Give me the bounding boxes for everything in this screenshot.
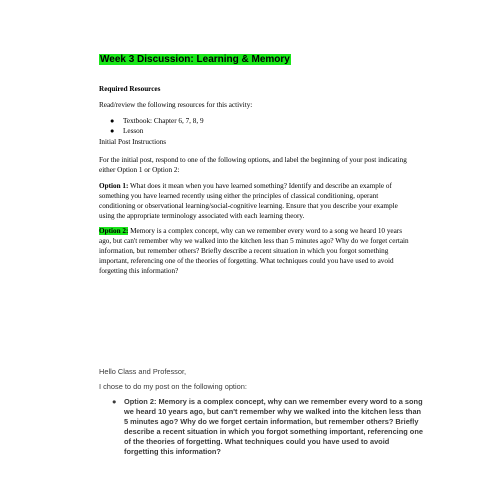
bullet-icon: ● [110,117,115,125]
list-item [99,126,204,136]
option-1-paragraph [99,181,415,221]
option-1-text: What does it mean when you have learned something? Identify and describe an example of something you have learned recently using either the principles of classical conditioning, operant conditioning or observational learning/social-cognitive learning. Ensure that you describe your example using the appropriate terminology associated with each learning theory. [99,182,398,220]
bullet-icon: ● [110,127,115,135]
option-1-label: Option 1: [99,182,129,190]
option-2-paragraph [99,226,415,276]
resource-text: Lesson [123,127,144,135]
list-item [99,116,204,126]
resource-text: Textbook: Chapter 6, 7, 8, 9 [123,117,204,125]
resource-list [99,116,204,136]
read-review-line: Read/review the following resources for this activity: [99,101,253,109]
instructions-paragraph: For the initial post, respond to one of the following options, and label the beginning of your post indicating either Option 1 or Option 2: [99,156,407,174]
page-title [99,54,291,66]
option-2-text: Memory is a complex concept, why can we remember every word to a song we heard 10 years ago, but can't remember why we walked into the kitchen less than 5 minutes ago? Why do we forget certain information, but remember others? Briefly describe a recent situation in which you forgot something important, referencing one of the theories of forgetting. What techniques could you have used to avoid forgetting this information? [99,227,409,275]
response-greeting: Hello Class and Professor, [99,367,187,376]
chosen-option-item [112,397,424,457]
bullet-icon: ● [112,397,117,406]
initial-post-heading: Initial Post Instructions [99,138,167,146]
title-highlight: Week 3 Discussion: Learning & Memory [100,54,290,65]
option-2-label: Option 2: [99,227,129,235]
required-resources-heading: Required Resources [99,85,161,93]
chosen-option-text: Option 2: Memory is a complex concept, why can we remember every word to a song we heard 10 years ago, but can't remember why we walked into the kitchen less than 5 minutes ago? Why do we forget certain information, but remember others? Briefly describe a recent situation in which you forgot something important, referencing one of the theories of forgetting. What techniques could you have used to avoid forgetting this information? [124,397,423,456]
response-chose-line: I chose to do my post on the following option: [99,382,247,391]
